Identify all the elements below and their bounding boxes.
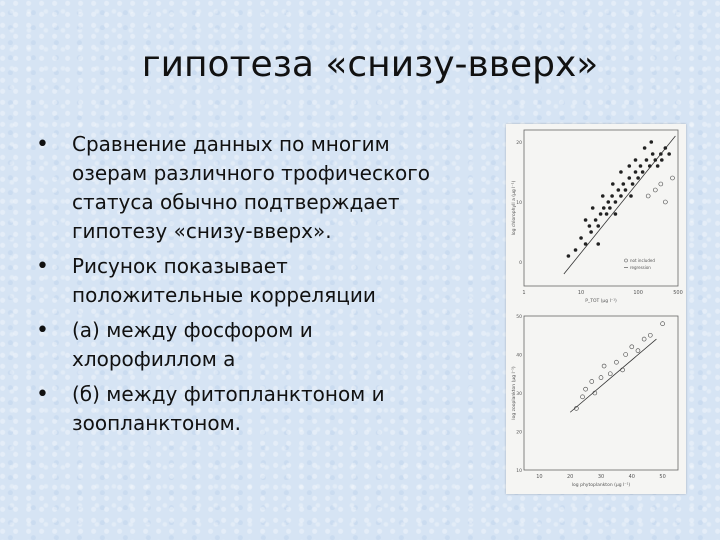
data-point-filled	[588, 224, 592, 228]
data-point-filled	[591, 206, 595, 210]
data-point-filled	[599, 212, 603, 216]
bullet-item: • Сравнение данных по многим озерам различного трофического статуса обычно подтверждает гипотезу «снизу-вверх».	[36, 130, 456, 246]
data-point-filled	[605, 212, 609, 216]
data-point-open	[642, 337, 646, 341]
data-point-open	[646, 194, 650, 198]
x-tick-label: 50	[659, 474, 666, 480]
regression-line	[570, 339, 656, 412]
data-point-filled	[653, 158, 657, 162]
data-point-filled	[579, 236, 583, 240]
data-point-filled	[596, 224, 600, 228]
data-point-open	[608, 372, 612, 376]
data-point-filled	[627, 164, 631, 168]
data-point-open	[624, 353, 628, 357]
bullet-item: • (б) между фитопланктоном и зоопланктоном.	[36, 380, 456, 438]
data-point-filled	[584, 242, 588, 246]
data-point-filled	[645, 158, 649, 162]
data-point-filled	[601, 194, 605, 198]
data-point-filled	[596, 242, 600, 246]
data-point-filled	[664, 146, 668, 150]
data-point-filled	[639, 164, 643, 168]
x-tick-label: 1	[522, 290, 526, 296]
data-point-filled	[619, 194, 623, 198]
data-point-filled	[656, 164, 660, 168]
data-point-open	[661, 322, 665, 326]
data-point-filled	[631, 182, 635, 186]
data-point-filled	[643, 146, 647, 150]
x-tick-label: 10	[577, 290, 585, 296]
data-point-filled	[602, 206, 606, 210]
x-tick-label: 30	[597, 474, 605, 480]
data-point-filled	[629, 194, 633, 198]
data-point-filled	[606, 200, 610, 204]
data-point-filled	[594, 218, 598, 222]
data-point-filled	[649, 140, 653, 144]
data-point-filled	[634, 158, 638, 162]
y-tick-label: 10	[516, 201, 522, 206]
bullet-item: • Рисунок показывает положительные корреляции	[36, 252, 456, 310]
data-point-filled	[648, 164, 652, 168]
data-point-filled	[624, 188, 628, 192]
data-point-filled	[584, 218, 588, 222]
data-point-open	[636, 349, 640, 353]
data-point-filled	[567, 254, 571, 258]
data-point-open	[584, 387, 588, 391]
data-point-filled	[659, 152, 663, 156]
x-axis-label: P_TOT (µg l⁻¹)	[585, 299, 617, 304]
data-point-filled	[614, 212, 618, 216]
scatter-figure	[506, 124, 686, 494]
regression-line	[564, 136, 676, 274]
data-point-filled	[574, 248, 578, 252]
data-point-filled	[617, 188, 621, 192]
data-point-filled	[634, 170, 638, 174]
plot-frame	[524, 316, 678, 470]
data-point-filled	[614, 200, 618, 204]
x-tick-label: 40	[628, 474, 635, 480]
data-point-open	[614, 360, 618, 364]
data-point-filled	[622, 182, 626, 186]
data-point-open	[663, 200, 667, 204]
y-tick-label: 50	[516, 315, 522, 320]
data-point-open	[581, 395, 585, 399]
y-axis-label: log zooplankton (µg l⁻¹)	[512, 366, 517, 420]
data-point-filled	[641, 170, 645, 174]
legend-symbol	[624, 259, 627, 262]
x-tick-label: 10	[536, 474, 543, 480]
data-point-open	[648, 333, 652, 337]
x-tick-label: 500	[673, 290, 683, 296]
y-tick-label: 0	[519, 261, 522, 266]
data-point-open	[653, 188, 657, 192]
data-point-filled	[619, 170, 623, 174]
bullet-item: • (а) между фосфором и хлорофиллом а	[36, 316, 456, 374]
y-tick-label: 20	[516, 430, 522, 436]
data-point-filled	[608, 206, 612, 210]
data-point-open	[670, 176, 674, 180]
x-tick-label: 100	[633, 290, 643, 296]
y-axis-label: log chlorophyll a (µg l⁻¹)	[512, 180, 517, 236]
y-tick-label: 10	[516, 469, 522, 474]
bullet-list	[36, 130, 456, 444]
data-point-open	[659, 182, 663, 186]
slide-title: гипотеза «снизу-вверх»	[141, 44, 599, 85]
y-tick-label: 30	[516, 392, 522, 397]
data-point-open	[602, 364, 606, 368]
x-tick-label: 20	[567, 474, 574, 480]
data-point-filled	[610, 194, 614, 198]
data-point-filled	[651, 152, 655, 156]
data-point-open	[621, 368, 625, 372]
data-point-open	[630, 345, 634, 349]
data-point-filled	[667, 152, 671, 156]
data-point-filled	[660, 158, 664, 162]
y-tick-label: 40	[516, 353, 522, 359]
data-point-filled	[589, 230, 593, 234]
legend-label: regression	[630, 265, 651, 270]
figure-panel	[506, 124, 686, 494]
data-point-filled	[627, 176, 631, 180]
data-point-open	[599, 376, 603, 380]
y-tick-label: 20	[516, 141, 522, 146]
data-point-filled	[636, 176, 640, 180]
x-axis-label: log phytoplankton (µg l⁻¹)	[571, 483, 631, 488]
data-point-open	[590, 379, 594, 383]
legend-label: not included	[630, 258, 655, 263]
plot-frame	[524, 130, 678, 286]
data-point-filled	[611, 182, 615, 186]
